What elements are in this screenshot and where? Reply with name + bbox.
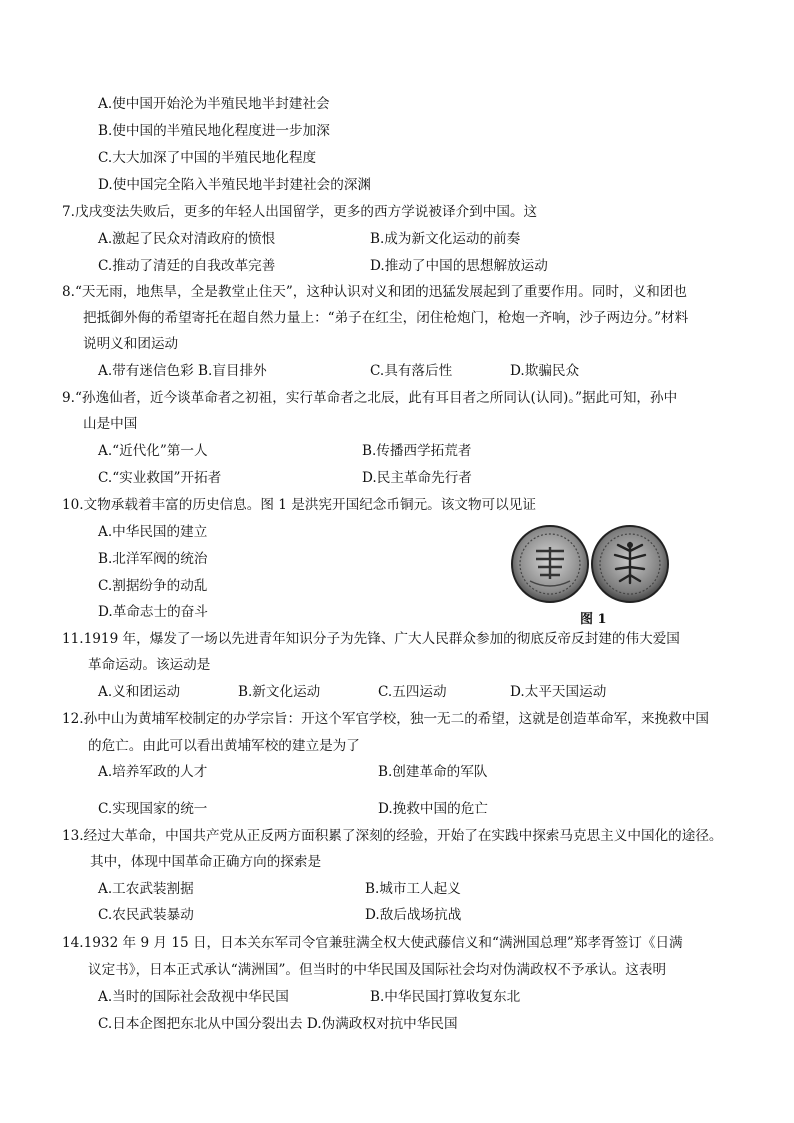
q10-stem: 10.文物承载着丰富的历史信息。图 1 是洪宪开国纪念币铜元。该文物可以见证: [62, 497, 536, 513]
coin-obverse: [512, 526, 588, 602]
q12-option-a: A.培养军政的人才: [98, 764, 208, 780]
q6-option-c: C.大大加深了中国的半殖民地化程度: [98, 150, 317, 166]
q10-option-d: D.革命志士的奋斗: [98, 604, 208, 620]
q12-option-c: C.实现国家的统一: [98, 801, 208, 817]
q7-stem: 7.戊戌变法失败后，更多的年轻人出国留学，更多的西方学说被译介到中国。这: [62, 204, 538, 220]
q11-stem-line2: 革命运动。该运动是: [88, 657, 211, 673]
q11-option-c: C.五四运动: [378, 684, 447, 700]
q6-option-d: D.使中国完全陷入半殖民地半封建社会的深渊: [98, 177, 372, 193]
q11-option-a: A.义和团运动: [98, 684, 181, 700]
q12-option-b: B.创建革命的军队: [378, 764, 488, 780]
q7-option-c: C.推动了清廷的自我改革完善: [98, 258, 276, 274]
q14-stem-line1: 14.1932 年 9 月 15 日，日本关东军司令官兼驻满全权大使武藤信义和“满洲国总理”郑孝胥签订《日满: [62, 935, 683, 951]
q14-option-cd: C.日本企图把东北从中国分裂出去 D.伪满政权对抗中华民国: [98, 1016, 458, 1032]
q13-option-a: A.工农武装割据: [98, 881, 194, 897]
q13-option-d: D.敌后战场抗战: [365, 907, 462, 923]
q9-option-d: D.民主革命先行者: [362, 470, 472, 486]
figure-caption: 图 1: [580, 612, 607, 627]
q14-option-b: B.中华民国打算收复东北: [370, 989, 521, 1005]
q7-option-b: B.成为新文化运动的前奏: [370, 231, 521, 247]
q13-option-b: B.城市工人起义: [365, 881, 461, 897]
q12-option-d: D.挽救中国的危亡: [378, 801, 488, 817]
q13-stem-line2: 其中，体现中国革命正确方向的探索是: [90, 854, 322, 870]
q14-option-a: A.当时的国际社会敌视中华民国: [98, 989, 289, 1005]
q11-option-b: B.新文化运动: [238, 684, 321, 700]
q6-option-a: A.使中国开始沦为半殖民地半封建社会: [98, 96, 330, 112]
coin-reverse: [592, 526, 668, 602]
q12-stem-line1: 12.孙中山为黄埔军校制定的办学宗旨：开这个军官学校，独一无二的希望，这就是创造革命军，来挽救中国: [62, 711, 709, 727]
q9-stem-line1: 9.“孙逸仙者，近今谈革命者之初祖，实行革命者之北辰，此有耳目者之所同认(认同)。”据此可知，孙中: [62, 390, 678, 406]
q8-option-ab: A.带有迷信色彩 B.盲目排外: [98, 363, 267, 379]
q8-stem-line2: 把抵御外侮的希望寄托在超自然力量上：“弟子在红尘，闭住枪炮门，枪炮一齐响，沙子两边分。”材料: [83, 310, 689, 326]
q9-stem-line2: 山是中国: [83, 416, 138, 432]
q8-option-c: C.具有落后性: [370, 363, 453, 379]
q12-stem-line2: 的危亡。由此可以看出黄埔军校的建立是为了: [88, 738, 360, 754]
q13-stem-line1: 13.经过大革命，中国共产党从正反两方面积累了深刻的经验，开始了在实践中探索马克思主义中国化的途径。: [62, 828, 723, 844]
q8-stem-line3: 说明义和团运动: [83, 336, 179, 352]
q11-stem-line1: 11.1919 年，爆发了一场以先进青年知识分子为先锋、广大人民群众参加的彻底反帝反封建的伟大爱国: [62, 631, 680, 647]
q13-option-c: C.农民武装暴动: [98, 907, 194, 923]
q8-option-d: D.欺骗民众: [510, 363, 580, 379]
q9-option-c: C.“实业救国”开拓者: [98, 470, 222, 486]
q14-stem-line2: 议定书》，日本正式承认“满洲国”。但当时的中华民国及国际社会均对伪满政权不予承认。这表明: [88, 962, 667, 978]
q8-stem-line1: 8.“天无雨，地焦旱，全是教堂止住天”，这种认识对义和团的迅猛发展起到了重要作用。同时，义和团也: [62, 284, 687, 300]
q10-option-b: B.北洋军阀的统治: [98, 551, 208, 567]
q6-option-b: B.使中国的半殖民地化程度进一步加深: [98, 123, 330, 139]
q9-option-b: B.传播西学拓荒者: [362, 443, 472, 459]
q10-option-a: A.中华民国的建立: [98, 524, 208, 540]
q11-option-d: D.太平天国运动: [510, 684, 607, 700]
q9-option-a: A.“近代化”第一人: [98, 443, 208, 459]
q7-option-d: D.推动了中国的思想解放运动: [370, 258, 548, 274]
q7-option-a: A.激起了民众对清政府的愤恨: [98, 231, 276, 247]
q10-option-c: C.割据纷争的动乱: [98, 578, 208, 594]
